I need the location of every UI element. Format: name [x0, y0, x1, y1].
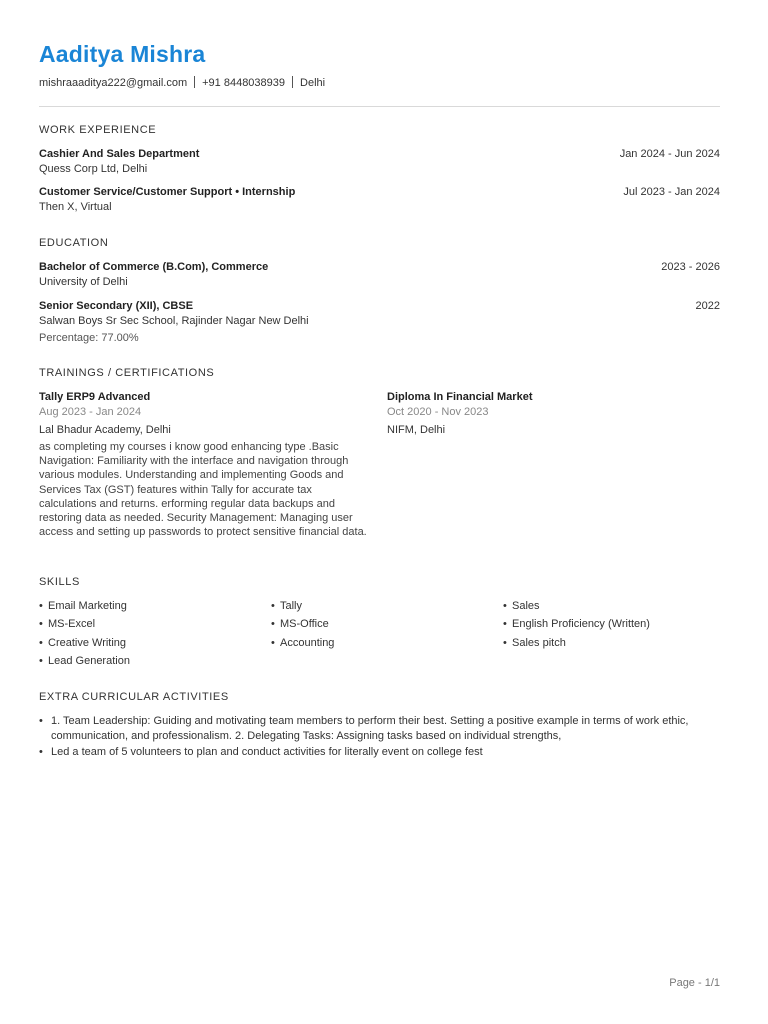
contact-location: Delhi	[300, 77, 326, 89]
training-dates: Aug 2023 - Jan 2024	[39, 406, 142, 418]
training-description: as completing my courses i know good enhancing type .Basic Navigation: Familiarity with the interface and navigation through various modules. Understanding and implementing Goods and Services Tax (GST) features within Tally for accurate tax calculations and returns. erforming regular data backups and restoring data as needed. Security Management: Managing user access and setting up passwords to protect sensitive financial data.	[39, 441, 367, 539]
contact-line	[39, 76, 325, 89]
skill-item: • Lead Generation	[39, 655, 130, 667]
work-dates: Jul 2023 - Jan 2024	[623, 186, 720, 198]
contact-phone: +91 8448038939	[202, 77, 286, 89]
education-degree: Bachelor of Commerce (B.Com), Commerce	[39, 261, 269, 273]
education-dates: 2022	[695, 300, 720, 312]
candidate-name: Aaditya Mishra	[39, 41, 206, 67]
header-divider	[39, 106, 720, 107]
training-name: Diploma In Financial Market	[387, 391, 533, 403]
section-title-activities: EXTRA CURRICULAR ACTIVITIES	[39, 691, 229, 703]
work-org: Then X, Virtual	[39, 201, 112, 213]
education-degree: Senior Secondary (XII), CBSE	[39, 300, 194, 312]
contact-email: mishraaaditya222@gmail.com	[39, 77, 188, 89]
contact-divider	[194, 76, 195, 88]
section-title-work: WORK EXPERIENCE	[39, 124, 157, 136]
section-title-trainings: TRAININGS / CERTIFICATIONS	[39, 367, 215, 379]
skill-item: • Creative Writing	[39, 637, 127, 649]
work-role: Cashier And Sales Department	[39, 148, 200, 160]
education-school: University of Delhi	[39, 276, 128, 288]
education-percentage: Percentage: 77.00%	[39, 332, 139, 344]
training-org: Lal Bhadur Academy, Delhi	[39, 424, 171, 436]
education-school: Salwan Boys Sr Sec School, Rajinder Nagar New Delhi	[39, 315, 309, 327]
work-role: Customer Service/Customer Support • Internship	[39, 186, 296, 198]
work-dates: Jan 2024 - Jun 2024	[619, 148, 720, 160]
activity-item: • Led a team of 5 volunteers to plan and conduct activities for literally event on college fest	[39, 746, 483, 758]
work-org: Quess Corp Ltd, Delhi	[39, 163, 148, 175]
activity-item: • 1. Team Leadership: Guiding and motivating team members to perform their best. Setting a positive example in terms of work ethic, communication, and professionalism. 2. Delegating Tasks: Assigning tasks based on individual strengths,	[39, 715, 689, 742]
training-name: Tally ERP9 Advanced	[39, 391, 151, 403]
skill-item: • Email Marketing	[39, 600, 127, 612]
contact-divider	[292, 76, 293, 88]
skill-item: • Sales	[503, 600, 540, 612]
skill-item: • English Proficiency (Written)	[503, 618, 650, 630]
skill-item: • Tally	[271, 600, 303, 612]
skill-item: • MS-Office	[271, 618, 329, 630]
training-org: NIFM, Delhi	[387, 424, 446, 436]
training-dates: Oct 2020 - Nov 2023	[387, 406, 489, 418]
skill-item: • Accounting	[271, 637, 335, 649]
section-title-skills: SKILLS	[39, 576, 80, 588]
section-title-education: EDUCATION	[39, 237, 109, 249]
page-number: Page - 1/1	[669, 977, 720, 989]
education-dates: 2023 - 2026	[661, 261, 720, 273]
skill-item: • MS-Excel	[39, 618, 96, 630]
skill-item: • Sales pitch	[503, 637, 566, 649]
resume-page	[39, 0, 720, 1024]
